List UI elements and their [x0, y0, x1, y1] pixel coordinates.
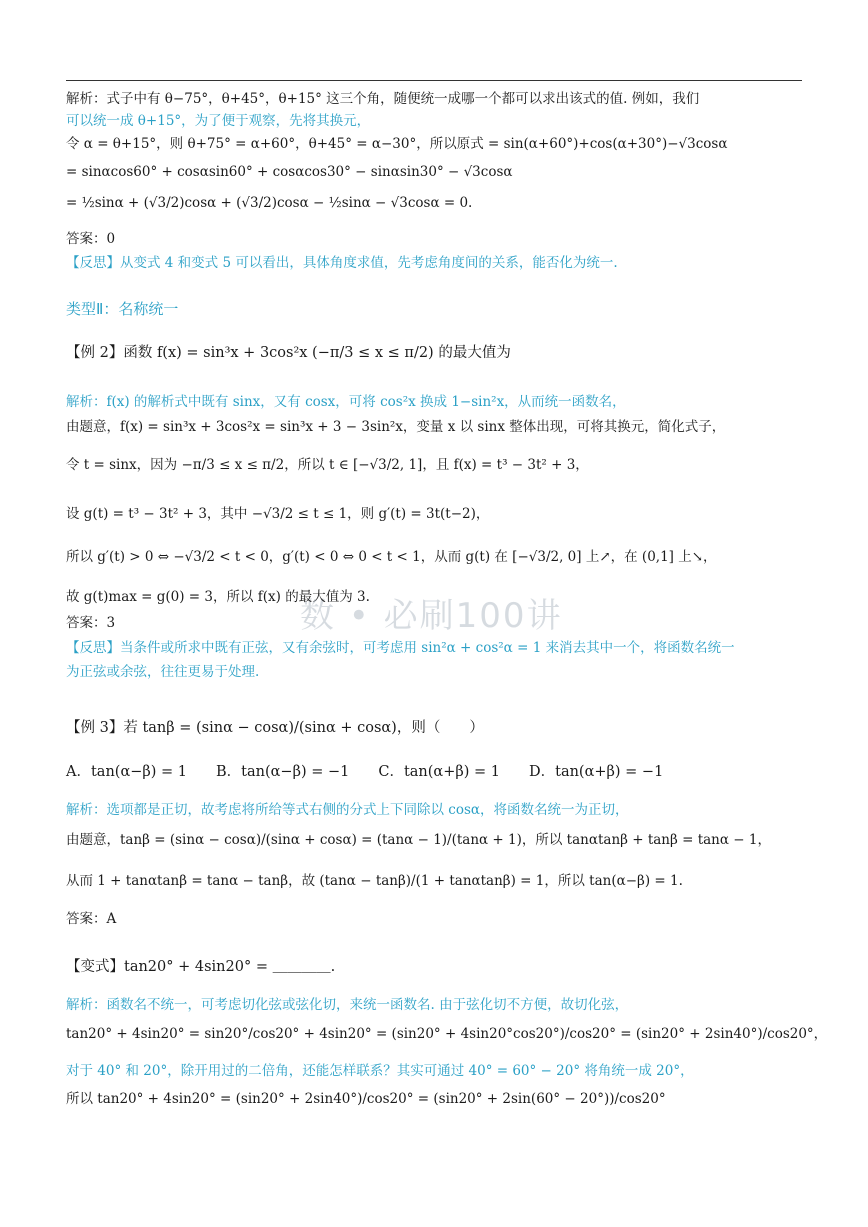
- text-line: 从而 1 + tanαtanβ = tanα − tanβ，故 (tanα − tanβ)/(1 + tanαtanβ) = 1，所以 tan(α−β) = 1.: [66, 873, 683, 889]
- text-line: 令 α = θ+15°，则 θ+75° = α+60°，θ+45° = α−30°，所以原式 = sin(α+60°)+cos(α+30°)−√3cosα: [66, 136, 728, 152]
- text-line: 【变式】tan20° + 4sin20° = ＿＿＿＿.: [66, 959, 336, 975]
- text-line: 解析：函数名不统一，可考虑切化弦或弦化切，来统一函数名. 由于弦化切不方便，故切化弦，: [66, 997, 629, 1013]
- text-line: 对于 40° 和 20°，除开用过的二倍角，还能怎样联系？其实可通过 40° = 60° − 20° 将角统一成 20°，: [66, 1063, 694, 1079]
- text-line: 所以 tan20° + 4sin20° = (sin20° + 2sin40°)/cos20° = (sin20° + 2sin(60° − 20°))/cos20°: [66, 1091, 666, 1107]
- text-line: 答案：A: [66, 911, 117, 927]
- text-line: 【例 3】若 tanβ = (sinα − cosα)/(sinα + cosα)，则（ ）: [66, 720, 484, 736]
- text-line: tan20° + 4sin20° = sin20°/cos20° + 4sin20° = (sin20° + 4sin20°cos20°)/cos20° = (sin20° + 2sin40°)/cos20°，: [66, 1026, 828, 1042]
- watermark-text: 数 • 必刷100讲: [300, 596, 563, 636]
- text-line: 令 t = sinx，因为 −π/3 ≤ x ≤ π/2，所以 t ∈ [−√3/2, 1]，且 f(x) = t³ − 3t² + 3，: [66, 457, 589, 473]
- text-line: 解析：f(x) 的解析式中既有 sinx，又有 cosx，可将 cos²x 换成 1−sin²x，从而统一函数名，: [66, 394, 626, 410]
- text-line: = ½sinα + (√3/2)cosα + (√3/2)cosα − ½sinα − √3cosα = 0.: [66, 195, 473, 211]
- text-line: 答案：3: [66, 615, 116, 631]
- text-line: 答案：0: [66, 231, 116, 247]
- section-heading: 类型Ⅱ：名称统一: [66, 300, 179, 318]
- text-line: 【例 2】函数 f(x) = sin³x + 3cos²x (−π/3 ≤ x ≤ π/2) 的最大值为: [66, 345, 511, 361]
- text-line: 故 g(t)max = g(0) = 3，所以 f(x) 的最大值为 3.: [66, 589, 370, 605]
- text-line: 为正弦或余弦，往往更易于处理.: [66, 664, 260, 680]
- text-line: 由题意，f(x) = sin³x + 3cos²x = sin³x + 3 − 3sin²x，变量 x 以 sinx 整体出现，可将其换元，简化式子，: [66, 419, 726, 435]
- text-line: 由题意，tanβ = (sinα − cosα)/(sinα + cosα) = (tanα − 1)/(tanα + 1)，所以 tanαtanβ + tanβ = tanα − 1，: [66, 832, 771, 848]
- text-line: 可以统一成 θ+15°，为了便于观察，先将其换元，: [66, 113, 371, 129]
- text-line: 设 g(t) = t³ − 3t² + 3，其中 −√3/2 ≤ t ≤ 1，则 g′(t) = 3t(t−2)，: [66, 506, 490, 522]
- text-line: 解析：式子中有 θ−75°，θ+45°，θ+15° 这三个角，随便统一成哪一个都可以求出该式的值. 例如，我们: [66, 91, 700, 107]
- header-rule: [66, 80, 802, 81]
- text-line: 【反思】当条件或所求中既有正弦，又有余弦时，可考虑用 sin²α + cos²α = 1 来消去其中一个，将函数名统一: [66, 640, 735, 656]
- text-line: 【反思】从变式 4 和变式 5 可以看出，具体角度求值，先考虑角度间的关系，能否化为统一.: [66, 255, 618, 271]
- text-line: 解析：选项都是正切，故考虑将所给等式右侧的分式上下同除以 cosα，将函数名统一为正切，: [66, 802, 629, 818]
- text-line: 所以 g′(t) > 0 ⇔ −√3/2 < t < 0，g′(t) < 0 ⇔ 0 < t < 1，从而 g(t) 在 [−√3/2, 0] 上↗，在 (0,1] 上↘，: [66, 549, 717, 565]
- text-line: A．tan(α−β) = 1 B．tan(α−β) = −1 C．tan(α+β) = 1 D．tan(α+β) = −1: [66, 764, 664, 780]
- text-line: = sinαcos60° + cosαsin60° + cosαcos30° − sinαsin30° − √3cosα: [66, 164, 513, 180]
